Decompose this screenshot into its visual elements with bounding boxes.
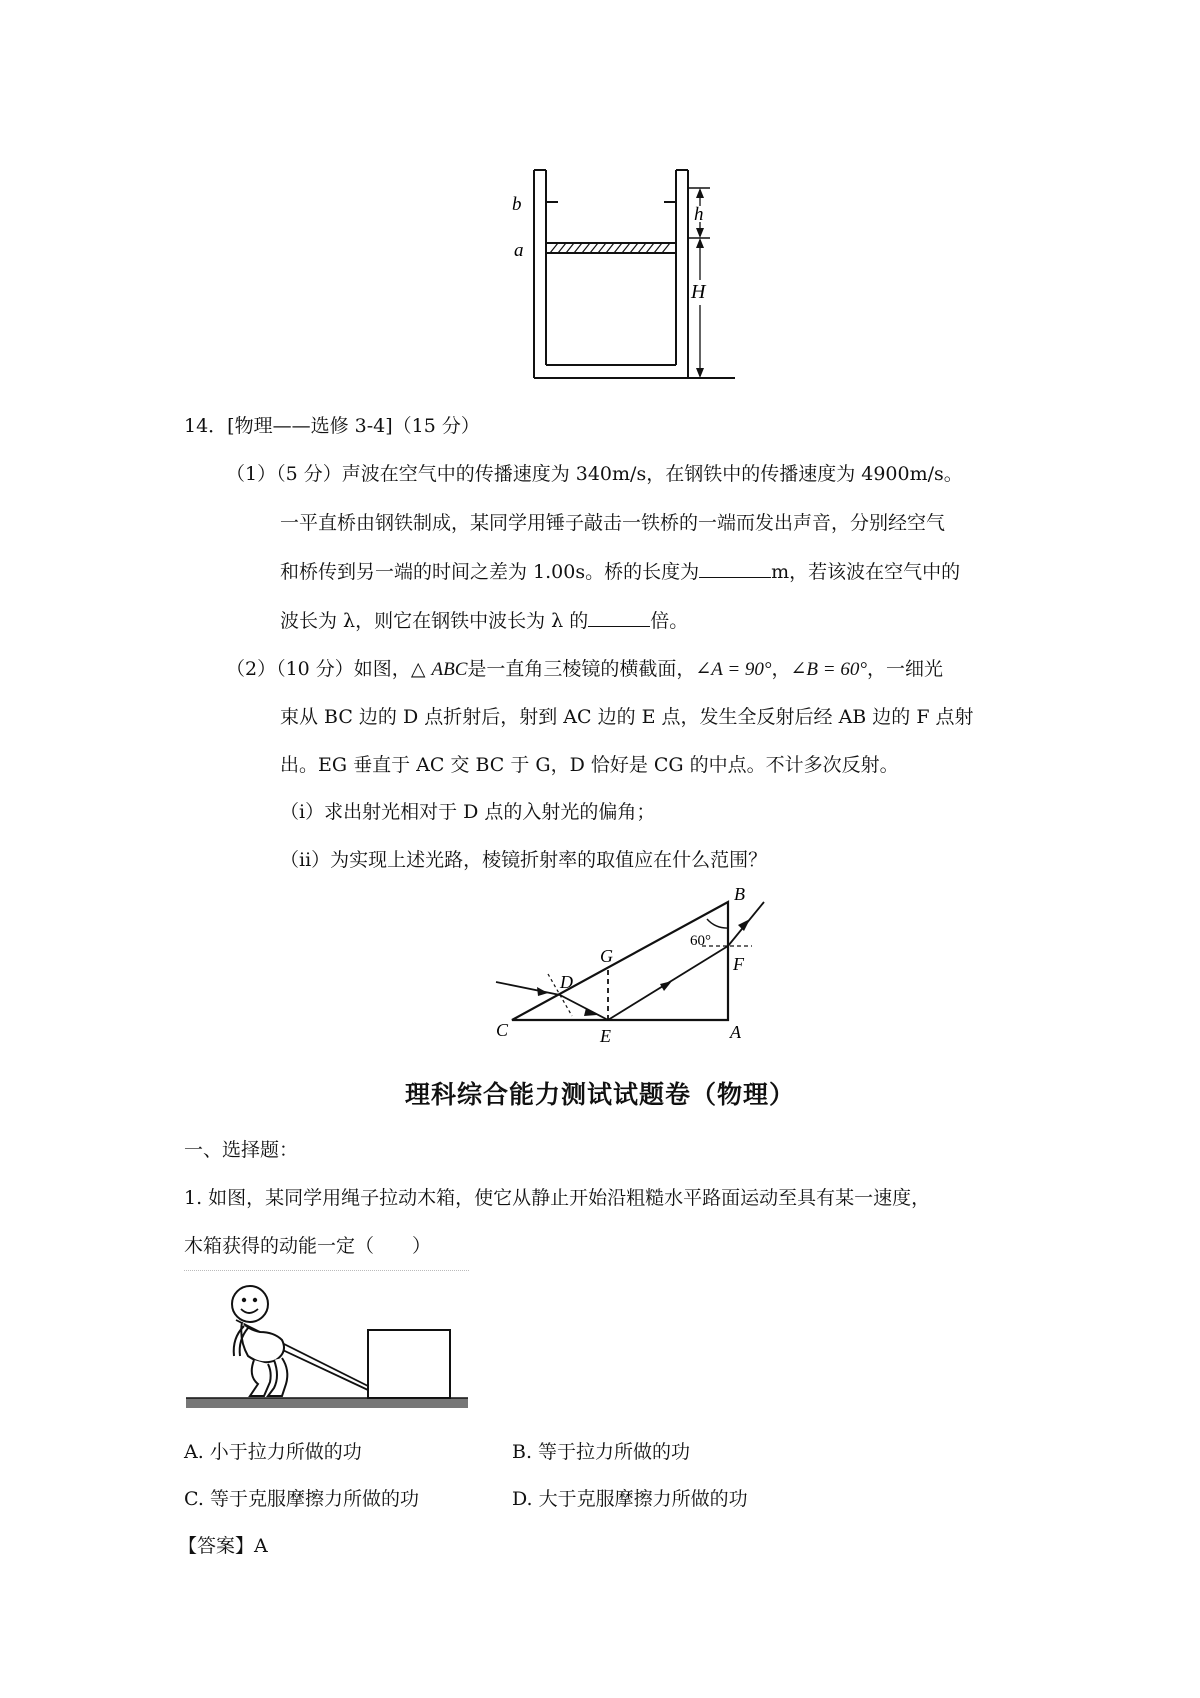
section-one-heading: 一、选择题：	[184, 1139, 299, 1161]
angle-b-value: ∠B = 60°	[790, 659, 867, 680]
prism-label-G: G	[600, 946, 613, 966]
answer-blank-length	[699, 559, 771, 578]
q14-part2-tail: ，一细光	[866, 658, 943, 680]
triangle-symbol: △	[410, 658, 426, 680]
q14-part1-line2: 一平直桥由钢铁制成，某同学用锤子敲击一铁桥的一端而发出声音，分别经空气	[280, 512, 946, 534]
triangle-abc: ABC	[431, 659, 468, 680]
section-title: 理科综合能力测试试题卷（物理）	[404, 1080, 795, 1109]
q1-stem-line2: 木箱获得的动能一定（ ）	[184, 1235, 432, 1257]
q1-answer: 【答案】A	[178, 1535, 268, 1557]
q1-option-A: A. 小于拉力所做的功	[184, 1441, 362, 1463]
q14-part2-line3: 出。EG 垂直于 AC 交 BC 于 G，D 恰好是 CG 的中点。不计多次反射。	[280, 754, 899, 776]
q14-part2-line1	[226, 657, 943, 682]
q14-part2-comma: ，	[771, 658, 791, 680]
cylinder-label-a: a	[514, 240, 524, 261]
q14-part1-line3-text-a: 和桥传到另一端的时间之差为 1.00s。桥的长度为	[280, 561, 700, 583]
q1-option-B: B. 等于拉力所做的功	[512, 1441, 691, 1463]
q14-header: 14．[物理——选修 3-4]（15 分）	[184, 415, 480, 437]
q1-dotted-divider	[184, 1270, 469, 1271]
pulling-box-figure	[184, 1280, 474, 1420]
q1-option-C: C. 等于克服摩擦力所做的功	[184, 1488, 419, 1510]
q14-part2-intro: （2）（10 分）如图，	[226, 658, 411, 680]
q14-part2-sub-ii: （ii）为实现上述光路，棱镜折射率的取值应在什么范围？	[280, 849, 768, 871]
prism-label-angle: 60°	[690, 933, 711, 949]
q14-part1-line4-text-a: 波长为 λ，则它在钢铁中波长为 λ 的	[280, 610, 589, 632]
prism-label-A: A	[730, 1022, 741, 1042]
q14-part2-sub-i: （i）求出射光相对于 D 点的入射光的偏角；	[280, 801, 656, 823]
q14-part1-line3	[280, 559, 960, 584]
q14-part2-line2: 束从 BC 边的 D 点折射后，射到 AC 边的 E 点，发生全反射后经 AB 边的 F 点射	[280, 706, 974, 728]
prism-label-C: C	[496, 1020, 509, 1040]
q14-part2-desc: 是一直角三棱镜的横截面，	[467, 658, 696, 680]
cylinder-label-h: h	[694, 204, 704, 225]
q1-option-D: D. 大于克服摩擦力所做的功	[512, 1488, 748, 1510]
cylinder-label-H: H	[691, 281, 706, 303]
q14-part1-line4	[280, 608, 688, 633]
prism-label-F: F	[733, 954, 744, 974]
answer-blank-ratio	[588, 608, 650, 627]
prism-label-B: B	[734, 884, 745, 904]
q14-part1-line4-text-b: 倍。	[650, 610, 689, 632]
angle-a-value: ∠A = 90°	[695, 659, 772, 680]
q14-part1-line1: （1）（5 分）声波在空气中的传播速度为 340m/s，在钢铁中的传播速度为 4900m/s。	[226, 463, 963, 485]
q14-part1-line3-text-b: m，若该波在空气中的	[771, 561, 961, 583]
q1-stem-line1: 1. 如图，某同学用绳子拉动木箱，使它从静止开始沿粗糙水平路面运动至具有某一速度，	[184, 1187, 931, 1209]
prism-label-D: D	[560, 972, 573, 992]
cylinder-piston-figure	[500, 160, 760, 392]
prism-figure	[490, 880, 780, 1055]
cylinder-label-b: b	[512, 194, 522, 215]
prism-label-E: E	[600, 1026, 611, 1046]
